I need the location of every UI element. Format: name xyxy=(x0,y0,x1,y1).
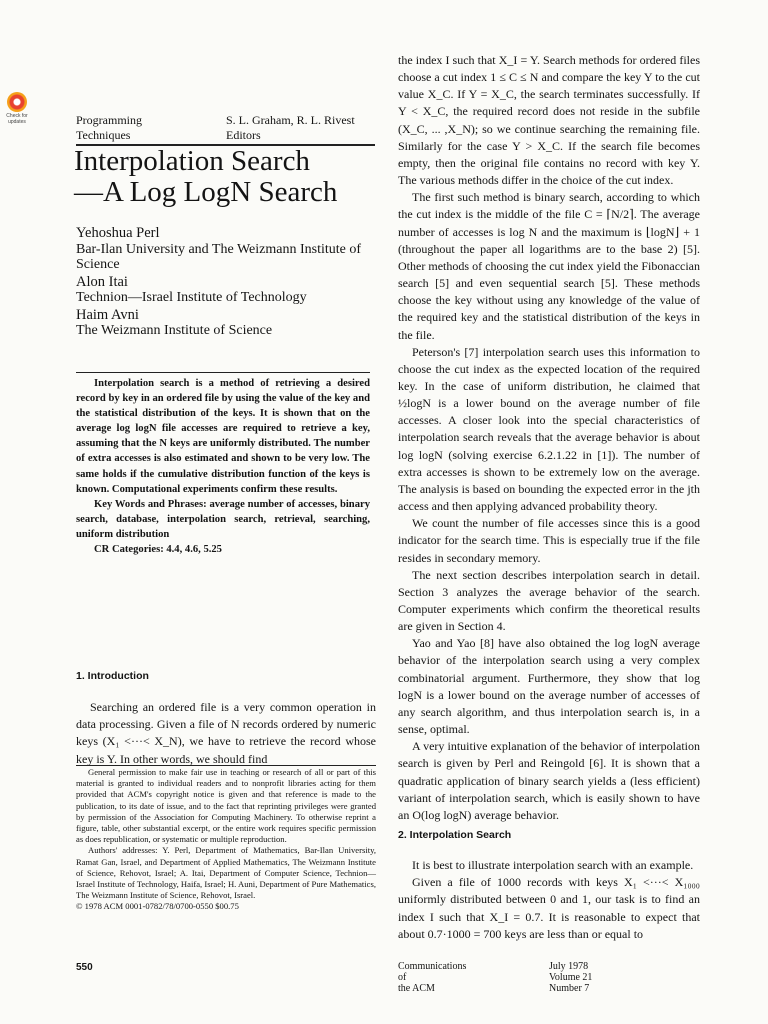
paragraph: A very intuitive explanation of the behavior of interpolation search is given by Perl and Reingold [6]. It is shown that a quadratic application of binary search yields a (less efficient) variant of interpolation search, which is easily shown to have an O(log logN) average behavior. xyxy=(398,739,700,822)
issue-volume: Volume 21 xyxy=(549,972,593,983)
paragraph: Peterson's [7] interpolation search uses this information to choose the cut index as the expected location of the required key. In the case of uniform distribution, he claimed that ½logN is a lower bound on the average number of file accesses. A closer look into the special characteristics of interpolation search reveals that the average behavior is about log logN (solving exercise 6.2.1.22 in [1]). The number of extra accesses is shown to be extremely low on the average. The analysis is based on bounding the expected error in the jth access and then applying advanced probability theory. xyxy=(398,344,700,514)
paragraph: the index I such that X_I = Y. Search methods for ordered files choose a cut index 1 ≤ C ≤ N and compare the key Y to the cut value X_C. If Y = X_C, the search terminates successfully. If Y < X_C, the required record does not reside in the subfile (X_C, ... ,X_N); so we continue searching the remaining file. Similarly for the case Y > X_C. If the search file becomes empty, then the original file contains no record with key Y. The various methods differ in the choice of the cut index. xyxy=(398,53,700,188)
journal-line2: of xyxy=(398,972,407,983)
title-line1: Interpolation Search xyxy=(74,145,310,177)
author-list xyxy=(76,224,386,339)
abstract-text: Interpolation search is a method of retrieving a desired record by key in an ordered file by using the value of the key and the statistical distribution of the keys. It is shown that on the average log logN file accesses are required to retrieve a key, assuming that the N keys are uniformly distributed. The number of extra accesses is also estimated and shown to be very low. The same holds if the cumulative distribution function of the keys is known. Computational experiments confirm these results. xyxy=(76,378,370,495)
abstract-rule xyxy=(76,372,370,373)
permission-notice: General permission to make fair use in teaching or research of all or part of this material is granted to individual readers and to nonprofit libraries acting for them provided that ACM's copyright notice is given and that reference is made to the publication, to its date of issue, and to the fact that reprinting privileges were granted by permission of the Association for Computing Machinery. To otherwise reprint a figure, table, other substantial excerpt, or the entire work requires specific permission as does republication, or systematic or multiple reproduction. xyxy=(76,767,376,845)
paragraph: The next section describes interpolation search in detail. Section 3 analyzes the average behavior of the search. Computer experiments which confirm the theoretical results are given in Section 4. xyxy=(398,567,700,634)
footnote-rule xyxy=(76,765,376,766)
abstract xyxy=(76,376,370,557)
issue-date: July 1978 xyxy=(549,961,589,972)
journal-line3: the ACM xyxy=(398,983,435,994)
intro-heading: 1. Introduction xyxy=(76,670,149,682)
paragraph: Yao and Yao [8] have also obtained the log logN average behavior of the interpolation search using a very complex combinatorial argument. Furthermore, they show that log logN is a lower bound on the average number of accesses of any search algorithm, and thus interpolation search is, in a sense, optimal. xyxy=(398,636,700,737)
footnote xyxy=(76,767,376,913)
paragraph: Given a file of 1000 records with keys X₁ <···< X₁₀₀₀ uniformly distributed between 0 and 1, our task is to find an index I such that X_I = 0.7. It is reasonable to expect that about 0.7·1000 = 700 keys are less than or equal to xyxy=(398,875,700,941)
intro-body xyxy=(76,699,376,768)
section-label-line1: Programming xyxy=(76,113,142,127)
intro-paragraph: Searching an ordered file is a very common operation in data processing. Given a file of N records ordered by numeric keys (X₁ <···< X_N), we have to retrieve the record whose key is Y. In other words, we should find xyxy=(76,700,376,766)
author-name: Haim Avni xyxy=(76,306,139,323)
paragraph: The first such method is binary search, according to which the cut index is the middle of the file C = ⌈N/2⌉. The average number of accesses is log N and the maximum is ⌊logN⌋ + 1 (throughout the paper all logarithms are to the base 2) [5]. Other methods of choosing the cut index yield the Fibonaccian search [5] and even sequential search [5]. These methods choose the key without using any knowledge of the value of the required key and the statistical distribution of the keys in the file. xyxy=(398,190,700,342)
paragraph: It is best to illustrate interpolation search with an example. xyxy=(412,858,694,872)
editors-label: Editors xyxy=(226,128,261,142)
title-line2: —A Log LogN Search xyxy=(74,176,338,208)
crossmark-icon xyxy=(7,92,27,112)
issue-info xyxy=(549,961,592,994)
author-name: Alon Itai xyxy=(76,273,128,290)
author-addresses: Authors' addresses: Y. Perl, Department of Mathematics, Bar-Ilan University, Ramat Gan, Israel, and Department of Applied Mathematics, The Weizmann Institute of Science, Rehovot, Israel; A. Itai, Department of Computer Science, Technion—Israel Institute of Technology, Haifa, Israel; H. Auni, Department of Pure Mathematics, The Weizmann Institute of Science, Rehovot, Israel. xyxy=(76,845,376,901)
right-column xyxy=(398,52,700,824)
keywords: Key Words and Phrases: average number of accesses, binary search, database, interpolation search, retrieval, searching, uniform distribution xyxy=(76,498,370,540)
crossmark-label: Check for updates xyxy=(6,113,28,125)
issue-number: Number 7 xyxy=(549,983,590,994)
paper-title xyxy=(74,146,384,208)
author-affiliation: Bar-Ilan University and The Weizmann Institute of Science xyxy=(76,241,361,272)
journal-name xyxy=(398,961,466,994)
editors-names: S. L. Graham, R. L. Rivest xyxy=(226,113,355,127)
paragraph: We count the number of file accesses since this is a good indicator for the search time. This is especially true if the file resides in secondary memory. xyxy=(398,516,700,565)
journal-line1: Communications xyxy=(398,961,467,972)
author-affiliation: The Weizmann Institute of Science xyxy=(76,323,273,338)
section2-body xyxy=(398,857,700,943)
copyright-line: © 1978 ACM 0001-0782/78/0700-0550 $00.75 xyxy=(76,901,239,912)
section-label xyxy=(76,113,226,143)
author-name: Yehoshua Perl xyxy=(76,225,160,241)
author-affiliation: Technion—Israel Institute of Technology xyxy=(76,290,307,305)
cr-categories: CR Categories: 4.4, 4.6, 5.25 xyxy=(94,544,222,556)
section-label-line2: Techniques xyxy=(76,128,131,142)
crossmark-badge[interactable] xyxy=(3,92,31,125)
page-number: 550 xyxy=(76,962,93,973)
editors xyxy=(226,113,386,143)
section2-heading: 2. Interpolation Search xyxy=(398,829,512,841)
